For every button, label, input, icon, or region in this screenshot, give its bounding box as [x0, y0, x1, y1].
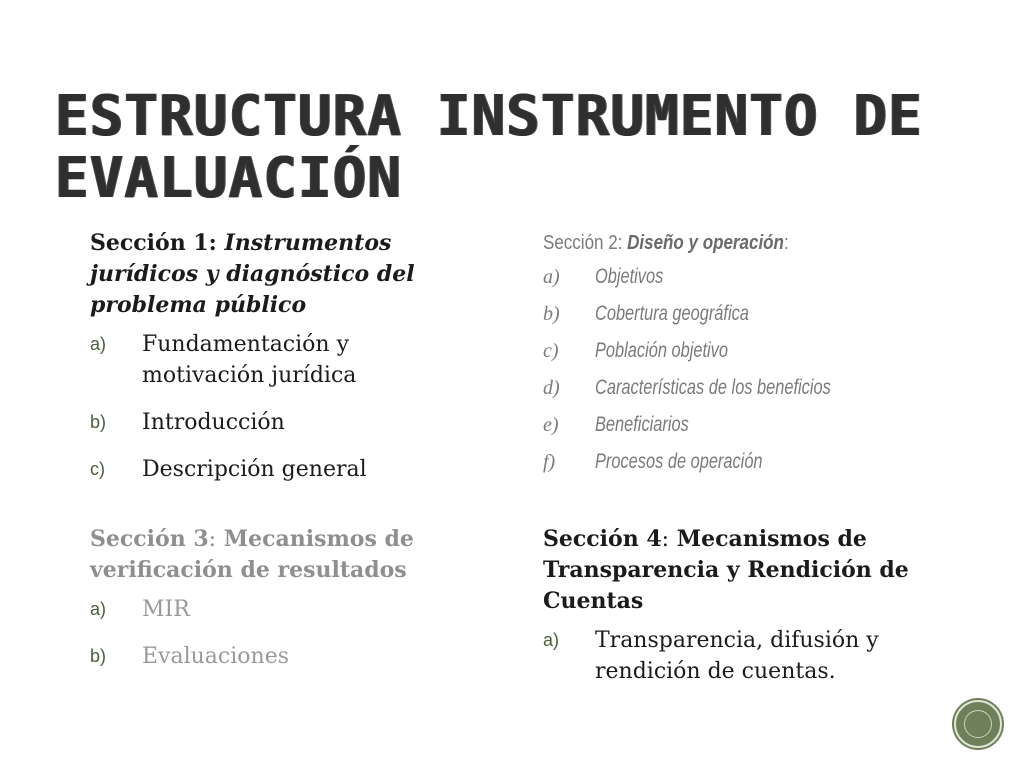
section-4 [543, 524, 963, 703]
section-2-label: Sección 2 [543, 232, 618, 254]
section-3-list [90, 594, 490, 672]
list-item [90, 329, 470, 391]
list-item-text: Introducción [142, 410, 285, 435]
section-2-colon: : [617, 232, 623, 254]
list-item [543, 625, 963, 687]
list-item-text: Descripción general [142, 457, 367, 482]
title-line-2: EVALUACIÓN [55, 145, 403, 211]
list-item [543, 261, 963, 293]
section-4-subtitle: Mecanismos de Transparencia y Rendición de Cuentas [543, 526, 909, 614]
section-3 [90, 524, 490, 688]
list-item [90, 641, 490, 672]
list-item-text: Población objetivo [595, 339, 728, 362]
slide-title [55, 83, 955, 211]
list-item [90, 594, 490, 625]
section-1-list [90, 329, 470, 485]
section-3-colon: : [208, 527, 217, 552]
section-4-heading [543, 524, 963, 617]
section-1-subtitle: Instrumentos jurídicos y diagnóstico del problema público [90, 230, 415, 318]
section-4-label: Sección 4 [543, 526, 662, 552]
list-marker: d) [543, 377, 560, 399]
list-item-text: Evaluaciones [142, 644, 290, 669]
section-1-colon: : [208, 230, 217, 256]
list-item [543, 446, 963, 478]
list-item [543, 298, 963, 330]
section-4-colon: : [661, 527, 670, 552]
list-marker: b) [90, 646, 107, 666]
section-2 [543, 228, 963, 483]
list-item [90, 454, 470, 485]
nav-button-ring-icon [964, 710, 992, 738]
section-2-heading [543, 228, 900, 259]
section-1-label: Sección 1 [90, 230, 209, 256]
list-marker: a) [90, 599, 107, 619]
list-item [543, 409, 963, 441]
title-line-1: ESTRUCTURA INSTRUMENTO DE [55, 83, 923, 149]
section-1 [90, 228, 470, 501]
section-3-heading [90, 524, 490, 586]
list-item-text: Características de los beneficios [595, 376, 831, 399]
list-item-text: Objetivos [595, 265, 664, 288]
list-item-text: Fundamentación y motivación jurídica [142, 332, 357, 388]
list-item-text: Cobertura geográfica [595, 302, 749, 325]
slide-nav-button[interactable] [954, 700, 1002, 748]
list-marker: b) [90, 412, 107, 432]
list-marker: a) [543, 266, 560, 288]
section-2-subtitle: Diseño y operación [627, 232, 784, 254]
list-item [543, 335, 963, 367]
list-item-text: MIR [142, 597, 190, 622]
list-marker: b) [543, 303, 560, 325]
section-3-label: Sección 3 [90, 526, 209, 552]
list-marker: e) [543, 414, 559, 436]
list-marker: c) [543, 340, 559, 362]
list-item-text: Procesos de operación [595, 450, 763, 473]
list-item-text: Beneficiarios [595, 413, 689, 436]
section-2-list [543, 261, 963, 478]
list-item-text: Transparencia, difusión y rendición de cuentas. [595, 628, 879, 684]
list-item [90, 407, 470, 438]
section-4-list [543, 625, 963, 687]
list-marker: a) [90, 334, 107, 354]
list-marker: f) [543, 451, 556, 473]
section-1-heading [90, 228, 470, 321]
list-marker: a) [543, 630, 560, 650]
section-2-trailing: : [783, 232, 789, 254]
section-3-subtitle: Mecanismos de verificación de resultados [90, 526, 414, 583]
list-marker: c) [90, 459, 105, 479]
list-item [543, 372, 963, 404]
